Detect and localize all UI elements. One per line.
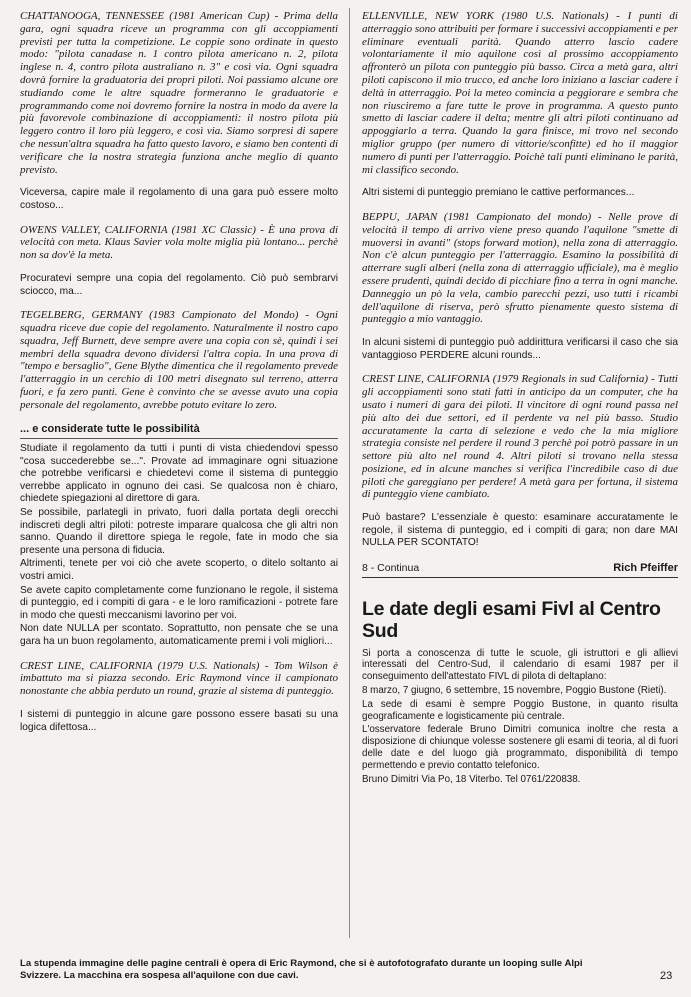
left-column <box>20 10 338 745</box>
notice-contact: Bruno Dimitri Via Po, 18 Viterbo. Tel 0761/220838. <box>362 773 581 785</box>
anecdote-owens-valley: OWENS VALLEY, CALIFORNIA (1981 XC Classic) - È una prova di velocità con meta. Klaus Savier vola molte miglia più lontano... perchè non sa dov'è la meta. <box>20 223 338 262</box>
anecdote-beppu: BEPPU, JAPAN (1981 Campionato del mondo) - Nelle prove di velocità il tempo di arrivo viene preso quando l'aquilone "smette di muoversi in avanti" (stops forward motion), nella zona di atterraggio. Non c'è alcun punteggio per l'atterraggio. Esamino la possibilità di atterrare sugli alberi (nella zona di atterraggio ufficiale), ma è meglio essere prudenti, quindi decido di picchiare fino a terra in ogni manche. Danneggio un pò la vela, cambio parecchi pezzi, uso tutti i ricambi dell'aquilone di riserva, però sfrutto pienamente questo sistema di punteggio a mio vantaggio. <box>362 210 678 326</box>
body-paragraph: Se possibile, parlategli in privato, fuori dalla portata degli orecchi indiscreti degli altri piloti: potreste imparare qualcosa che gli altri non sanno. Quando il direttore spiega le regole, fate in modo che sia presente una persona di fiducia. <box>20 507 338 556</box>
notice-dates: 8 marzo, 7 giugno, 6 settembre, 15 novembre, Poggio Bustone (Rieti). <box>362 685 667 697</box>
body-paragraph: In alcuni sistemi di punteggio può addirittura verificarsi il caso che sia vantaggioso PERDERE alcuni rounds... <box>362 337 678 361</box>
right-column <box>362 10 678 787</box>
notice-paragraph: La sede di esami è sempre Poggio Bustone, in quanto risulta geograficamente e logisticamente più centrale. <box>362 698 678 722</box>
column-divider <box>349 8 350 938</box>
page-number: 23 <box>660 970 673 982</box>
anecdote-tegelberg: TEGELBERG, GERMANY (1983 Campionato del Mondo) - Ogni squadra riceve due copie del regolamento. Naturalmente il nostro capo squadra, Jeff Burnett, deve sempre avere una copia con sè, quindi i sei membri della squadra devono dividersi l'altra copia. In una prova di "tempo e bersaglio", Gene Blythe dimentica che il regolamento prevede l'atterraggio in un cerchio di 100 metri disegnato sul terreno, atterra fuori, e fa zero punti. Gene è convinto che se avesse avuto una copia personale del regolamento, avrebbe potuto evitare lo zero. <box>20 309 338 411</box>
body-paragraph: Viceversa, capire male il regolamento di una gara può essere molto costoso... <box>20 187 338 211</box>
anecdote-crest-line-1979: CREST LINE, CALIFORNIA (1979 U.S. Nationals) - Tom Wilson è imbattuto ma si piazza secondo. Eric Raymond vince il campionato nonostante che abbia perduto un round, grazie al sistema di punteggio. <box>20 659 338 698</box>
body-paragraph: Altrimenti, tenete per voi ciò che avete scoperto, o ditelo soltanto ai vostri amici. <box>20 558 338 583</box>
continua-label: 8 - Continua <box>362 562 420 575</box>
anecdote-crest-line-regionals: CREST LINE, CALIFORNIA (1979 Regionals in sud California) - Tutti gli accoppiamenti sono stati fatti in anticipo da un computer, che ha usato i numeri di gara dei piloti. Il vincitore di ogni round passa nel più alto dei due settori, ed il perdente va nel più basso. Studio accuratamente la carta di selezione e vedo che la mia migliore strategia consiste nel perdere il round 3 perchè poi potrò passare in un settore più alto nel round 4. Altri piloti si trovano nella stessa posizione, ed in alcune manches si verifica l'incredibile caso di due piloti che gareggiano per perdere! A metà gara per fortuna, il sistema di punteggio viene cambiato. <box>362 373 678 501</box>
section-subheading: ... e considerate tutte le possibilità <box>20 422 200 435</box>
anecdote-ellenville: ELLENVILLE, NEW YORK (1980 U.S. Nationals) - I punti di atterraggio sono attribuiti per formare i successivi accoppiamenti e per eliminare eventuali parità. Quando atterro lascio cadere volontariamente il mio aquilone così al prossimo accoppiamento affronterò un pilota con punteggio più basso. Circa a metà gara, altri piloti capiscono il mio trucco, ed anche loro iniziano a lasciar cadere i deltà in atterraggio. Poi la meteo comincia a peggiorare e sembra che non riusciremo a fare tutte le prove in programma. A questo punto smetto di lasciar cadere il delta; mentre gli altri piloti continuano ad appoggiarlo a terra. Quando la gara finisce, mi trovo nel secondo miglior gruppo (per numero di vittorie/sconfitte) ed ho il maggior numero di punti per l'atterraggio. Poichè tali punti eliminano le parità, mi classifico secondo. <box>362 10 678 176</box>
article-signature <box>362 562 678 578</box>
body-paragraph: Studiate il regolamento da tutti i punti di vista chiedendovi spesso "cosa succederebbe se...". Provate ad immaginare ogni situazione che potrebbe verificarsi e chiedetevi come il sistema di punteggio verrebbe applicato in ognuno dei casi. Se qualcosa non è chiaro, chiedete spiegazioni al direttore di gara. <box>20 443 338 505</box>
body-paragraph: Altri sistemi di punteggio premiano le cattive performances... <box>362 187 635 199</box>
body-paragraph: Procuratevi sempre una copia del regolamento. Ciò può sembrarvi sciocco, ma... <box>20 272 338 297</box>
notice-body <box>362 648 678 786</box>
conclusion-paragraph: Può bastare? L'essenziale è questo: esaminare accuratamente le regole, il sistema di punteggio, ed i compiti di gara; non dare MAI NULLA PER SCONTATO! <box>362 512 678 549</box>
notice-paragraph: Si porta a conoscenza di tutte le scuole, gli istruttori e gli allievi interessati del Centro-Sud, il calendario di esami 1987 per il conseguimento dell'attestato FIVL di pilota di deltaplano: <box>362 647 678 683</box>
subheading-rule <box>20 438 338 439</box>
body-paragraph: Non date NULLA per scontato. Soprattutto, non pensate che se una gara ha un buon regolamento, automaticamente premi i voli migliori... <box>20 623 338 647</box>
photo-caption: La stupenda immagine delle pagine centrali è opera di Eric Raymond, che si è autofotografato durante un looping sulle Alpi Svizzere. La macchina era sospesa all'aquilone con due cavi. <box>20 958 583 981</box>
notice-paragraph: L'osservatore federale Bruno Dimitri comunica inoltre che resta a disposizione di chiunque volesse sostenere gli esami di teoria, al di fuori delle date e del luogo già programmato, disponibilità di tempo permettendo e previo contatto telefonico. <box>362 724 678 771</box>
notice-title: Le date degli esami Fivl al Centro Sud <box>362 597 661 642</box>
body-paragraph: I sistemi di punteggio in alcune gare possono essere basati su una logica difettosa... <box>20 708 338 733</box>
body-paragraph: Se avete capito completamente come funzionano le regole, il sistema di punteggio, ed i compiti di gara - e le loro ramificazioni - potrete fare in modo che questi meccanismi lavorino per voi. <box>20 584 338 621</box>
anecdote-chattanooga: CHATTANOOGA, TENNESSEE (1981 American Cup) - Prima della gara, ogni squadra riceve un programma con gli accoppiamenti previsti per tutta la competizione. Le coppie sono ordinate in questo modo: "pilota canadase n. 1 contro pilota americano n. 2, pilota inglese n. 4, contro pilota australiano n. 3" e così via. Ogni squadra dovrà fornire la graduatoria dei propri piloti. Noi passiamo alcune ore studiando come le altre squadre formeranno le graduatorie e programmando come noi dovremo fornire la nostra in modo da avere la più favorevole combinazione di accoppiamenti: il nostro pilota più leggero contro il loro più leggero, e così via. Siamo sorpresi di sapere che nessun'altra squadra ha fatto questo lavoro, e siamo ben contenti di verificare che la nostra strategia funziona anche meglio di quanto previsto. <box>20 10 338 176</box>
author-name: Rich Pfeiffer <box>613 562 678 575</box>
